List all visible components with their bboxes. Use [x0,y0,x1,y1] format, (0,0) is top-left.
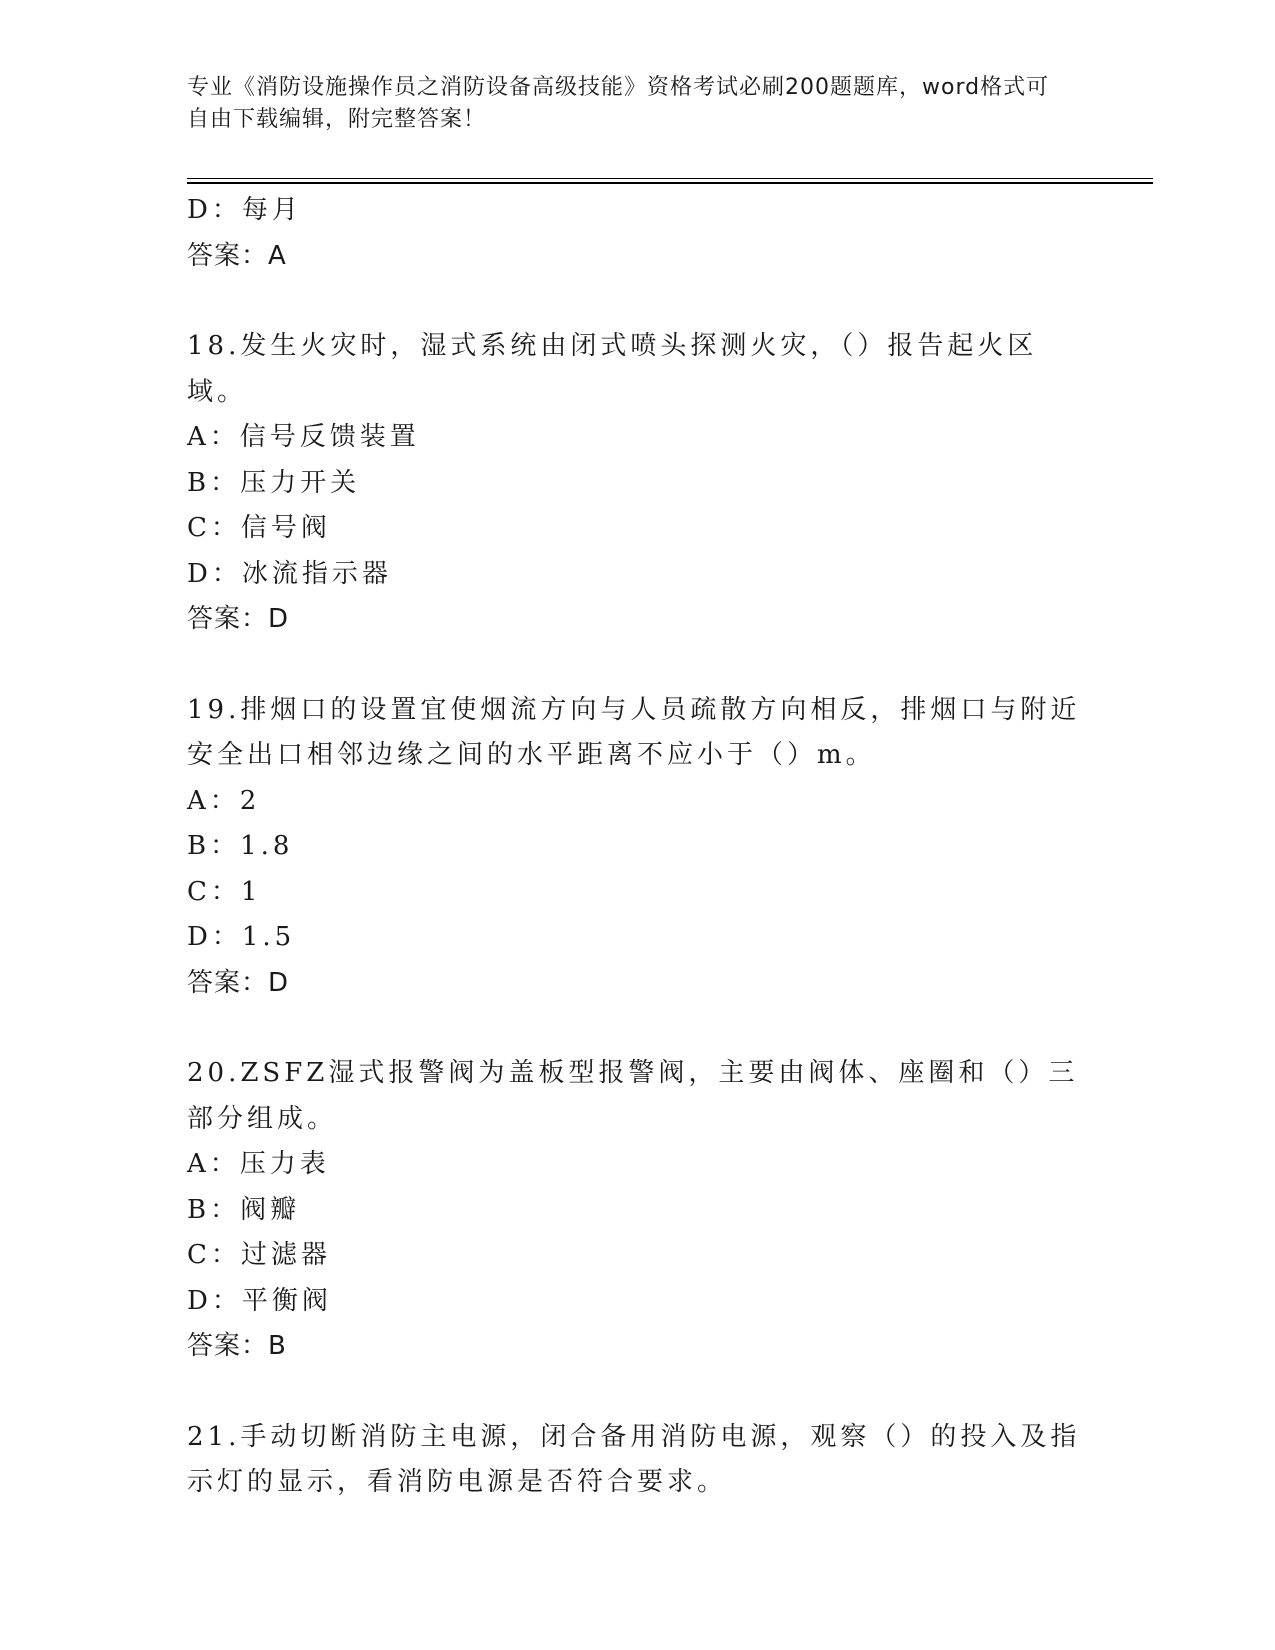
answer-line: 答案：D [187,967,290,998]
option-d: D：每月 [187,195,302,225]
option-c: C：1 [187,876,262,907]
answer-line: 答案：B [187,1331,287,1361]
answer-line: 答案：D [187,604,290,634]
spacer [187,279,1087,324]
spacer [187,1006,1087,1051]
option-b: B：1.8 [187,831,294,861]
spacer [187,1370,1087,1415]
question-19: 19.排烟口的设置宜使烟流方向与人员疏散方向相反，排烟口与附近安全出口相邻边缘之间的水平距离不应小于（）m。 [187,694,1081,770]
option-c: C：信号阀 [187,513,331,543]
question-18: 18.发生火灾时，湿式系统由闭式喷头探测火灾，（）报告起火区域。 [187,331,1038,407]
option-a: A：2 [187,785,261,816]
answer-line: 答案：A [187,240,287,271]
option-b: B：压力开关 [187,467,361,498]
option-b: B：阀瓣 [187,1194,301,1225]
header-divider [187,178,1153,179]
spacer [187,643,1087,688]
header-divider-thick [187,182,1153,184]
question-20: 20.ZSFZ湿式报警阀为盖板型报警阀，主要由阀体、座圈和（）三部分组成。 [187,1058,1079,1134]
option-a: A：信号反馈装置 [187,422,420,452]
option-d: D：冰流指示器 [187,558,392,589]
document-header: 专业《消防设施操作员之消防设备高级技能》资格考试必刷200题题库，word格式可自由下载编辑，附完整答案！ [187,75,1050,132]
option-c: C：过滤器 [187,1240,331,1270]
question-21: 21.手动切断消防主电源，闭合备用消防电源，观察（）的投入及指示灯的显示，看消防电源是否符合要求。 [187,1421,1081,1497]
option-d: D：1.5 [187,922,296,952]
question-list [187,188,1087,1506]
option-a: A：压力表 [187,1149,330,1179]
option-d: D：平衡阀 [187,1285,332,1316]
